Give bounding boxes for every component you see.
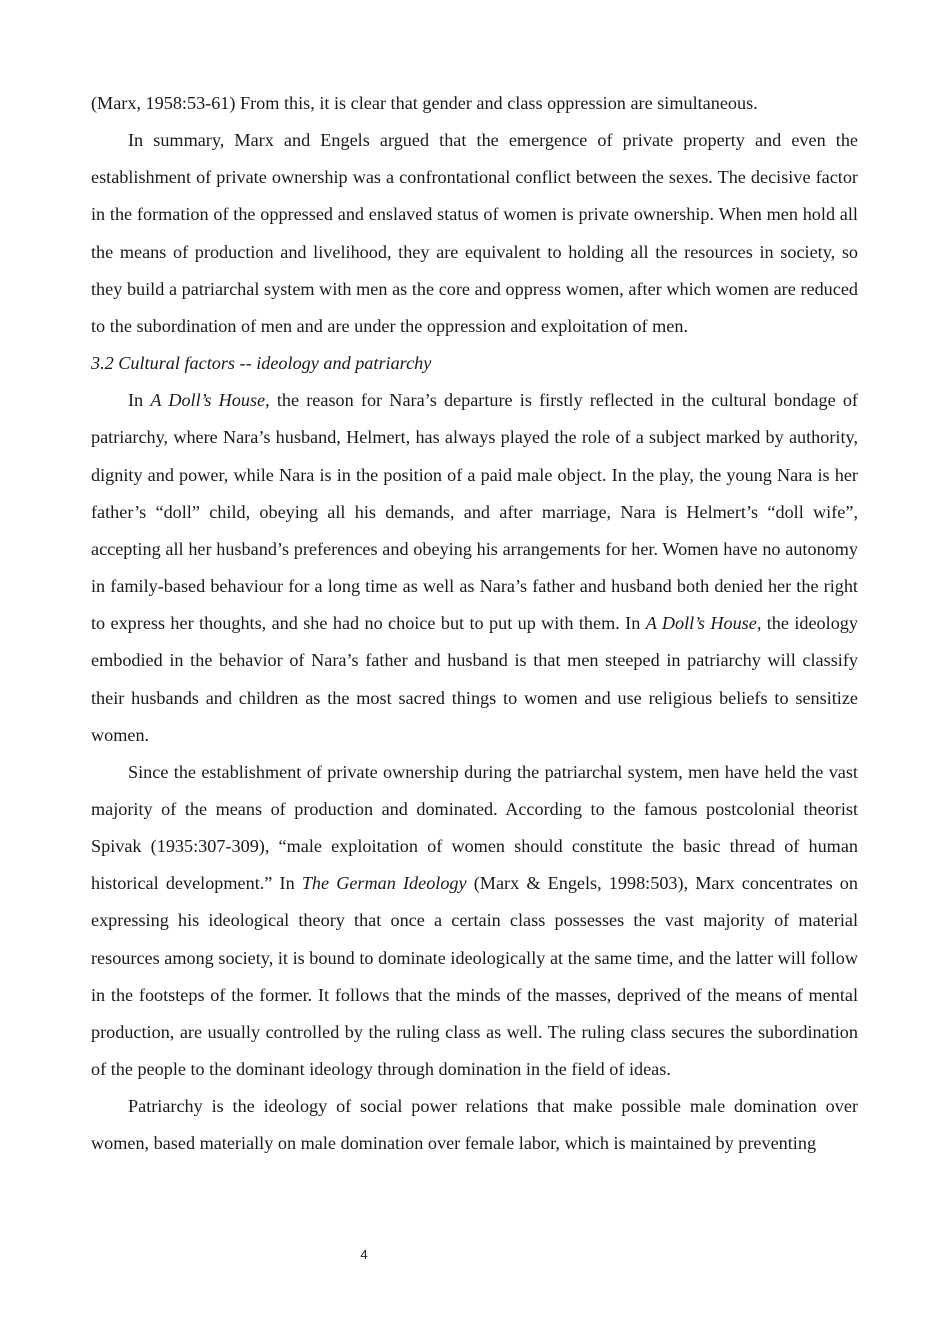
paragraph-marx-engels-summary: In summary, Marx and Engels argued that the emergence of private property and even the establishment of private ownership was a confrontational conflict between the sexes. The decisive factor in the formation of the oppressed and enslaved status of women is private ownership. When men hold all the means of production and livelihood, they are equivalent to holding all the resources in society, so they build a patriarchal system with men as the core and oppress women, after which women are reduced to the subordination of men and are under the oppression and exploitation of men. (91, 130, 858, 336)
text-run: In (128, 390, 151, 411)
page-number: 4 (360, 1247, 368, 1262)
paragraph-citation-continuation: (Marx, 1958:53-61) From this, it is clear that gender and class oppression are simultaneous. (91, 93, 758, 113)
book-title: A Doll’s House (150, 390, 266, 411)
section-heading: 3.2 Cultural factors -- ideology and patriarchy (91, 353, 432, 374)
book-title: The German Ideology (301, 873, 467, 894)
text-run: Since the establishment of private ownership during the patriarchal system, men have held the vast majority of the means of production and dominated. According to the famous postcolonial theorist Spivak (1935:307-309), “male exploitation of women should constitute the basic thread of human historical development.” In (91, 761, 858, 894)
paragraph-dolls-house (91, 382, 858, 754)
paragraph-private-ownership (91, 754, 858, 1088)
paragraph-patriarchy-definition: Patriarchy is the ideology of social power relations that make possible male domination over women, based materially on male domination over female labor, which is maintained by preventing (91, 1096, 858, 1154)
book-title: A Doll’s House (645, 613, 757, 634)
text-run: , the reason for Nara’s departure is firstly reflected in the cultural bondage of patriarchy, where Nara’s husband, Helmert, has always played the role of a subject marked by authority, dignity and power, while Nara is in the position of a paid male object. In the play, the young Nara is her father’s “doll” child, obeying all his demands, and after marriage, Nara is Helmert’s “doll wife”, accepting all her husband’s preferences and obeying his arrangements for her. Women have no autonomy in family-based behaviour for a long time as well as Nara’s father and husband both denied her the right to express her thoughts, and she had no choice but to put up with them. In (91, 390, 858, 634)
document-page (91, 85, 858, 1163)
text-run: (Marx & Engels, 1998:503), Marx concentrates on expressing his ideological theory that once a certain class possesses the vast majority of material resources among society, it is bound to dominate ideologically at the same time, and the latter will follow in the footsteps of the former. It follows that the minds of the masses, deprived of the means of mental production, are usually controlled by the ruling class as well. The ruling class secures the subordination of the people to the dominant ideology through domination in the field of ideas. (91, 873, 858, 1080)
text-run: , the ideology embodied in the behavior of Nara’s father and husband is that men steeped in patriarchy will classify their husbands and children as the most sacred things to women and use religious beliefs to sensitize women. (91, 613, 858, 745)
